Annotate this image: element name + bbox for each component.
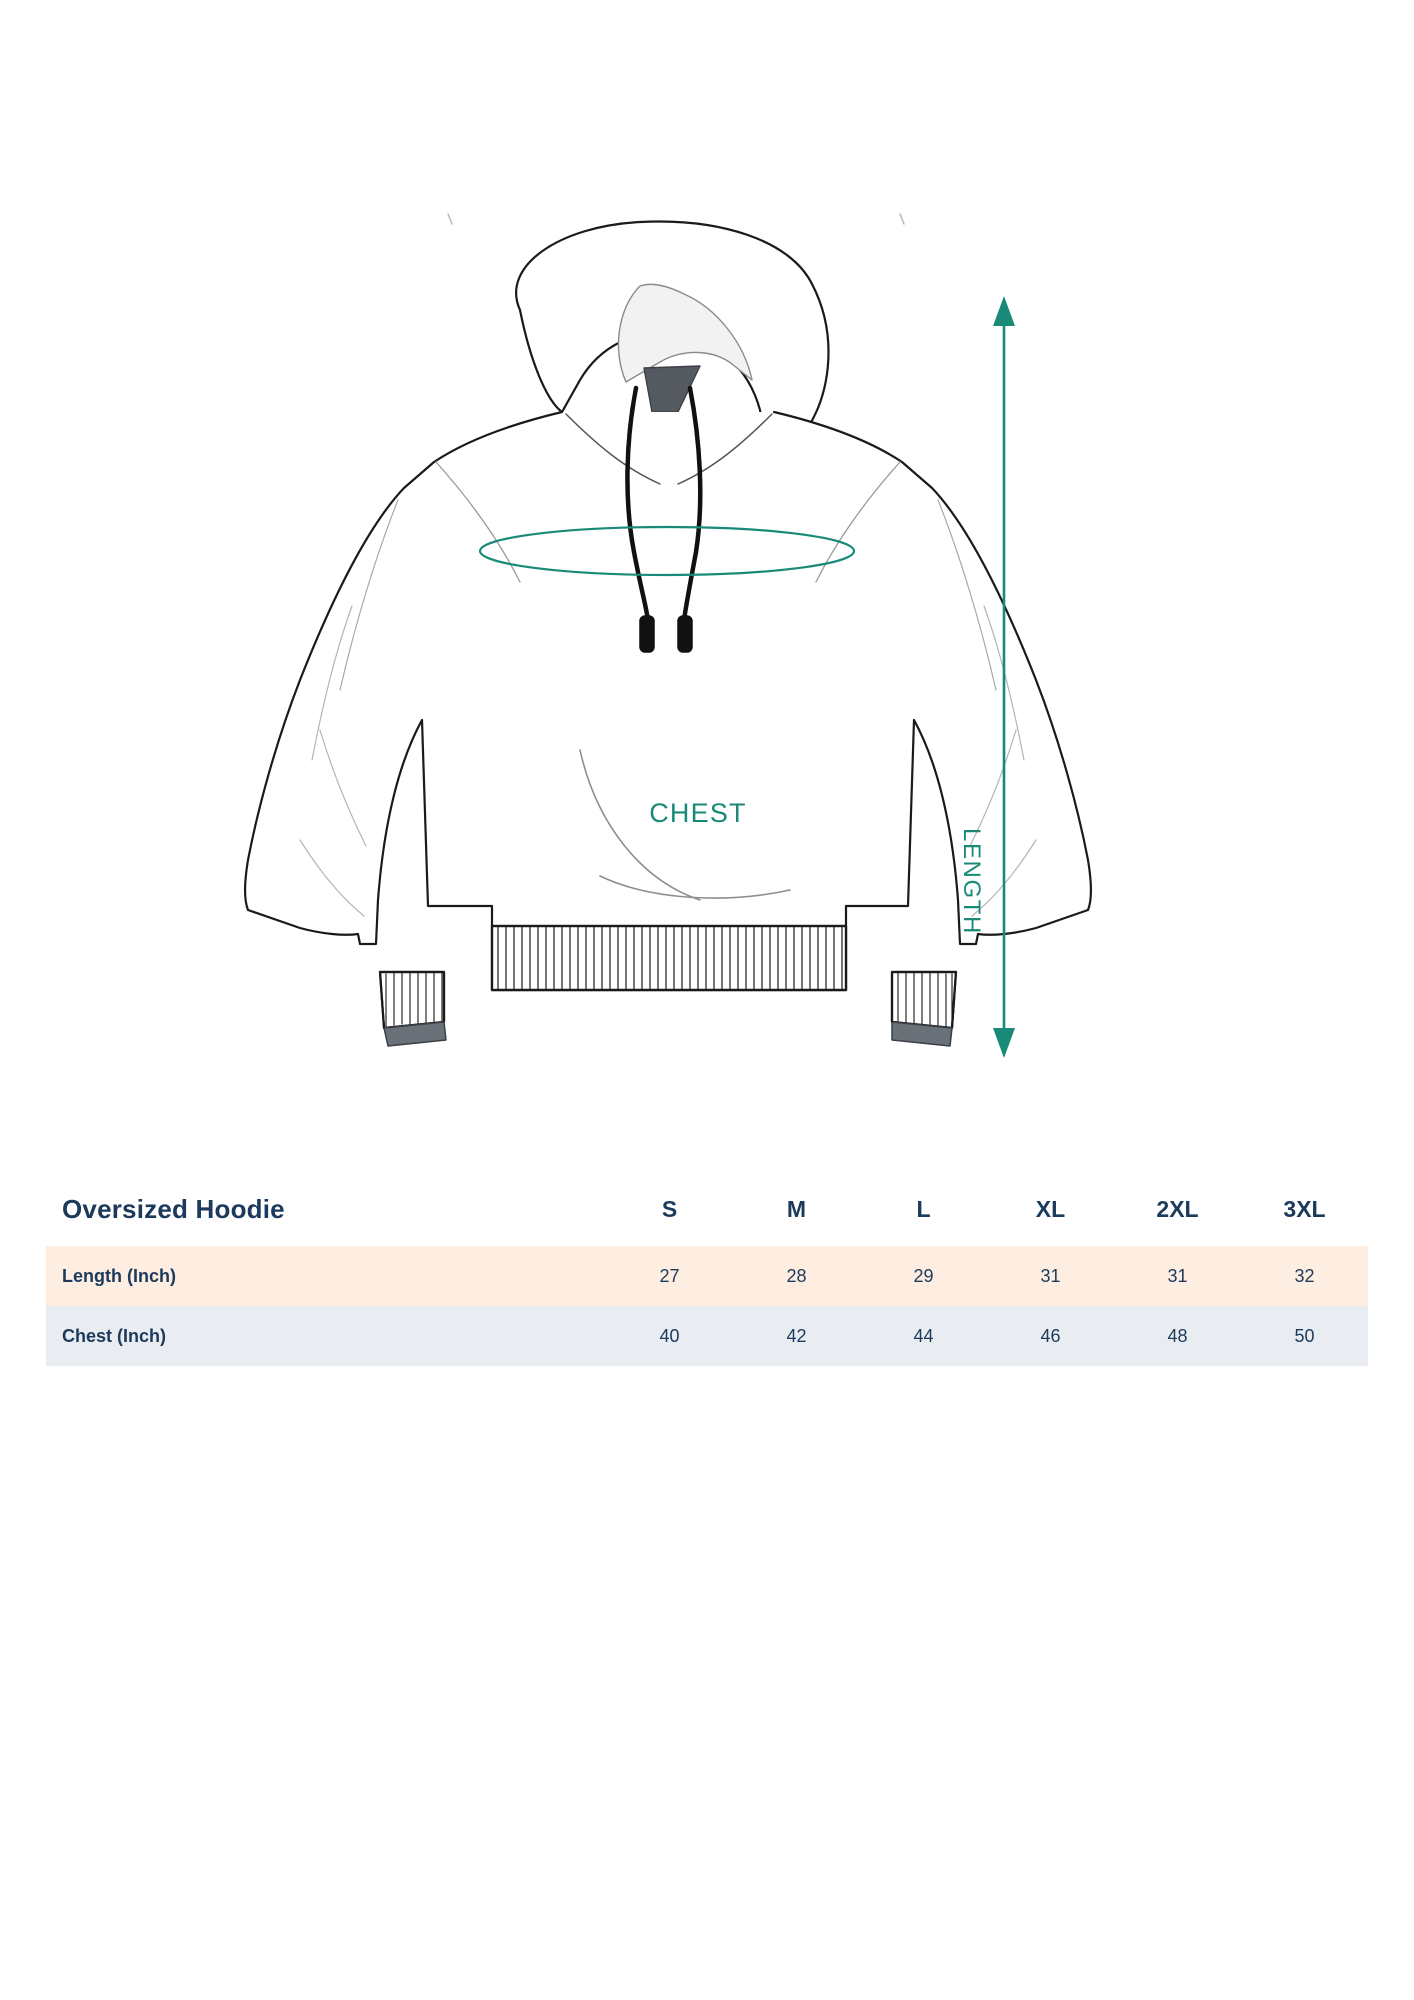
table-header-row: [46, 1172, 1368, 1246]
cell-chest-xl: 46: [1040, 1325, 1061, 1346]
column-header-l: L: [916, 1195, 931, 1222]
cell-length-m: 28: [786, 1265, 807, 1286]
cell-length-xl: 31: [1040, 1265, 1061, 1286]
row-label-chest: Chest (Inch): [62, 1325, 167, 1346]
cell-chest-s: 40: [659, 1325, 680, 1346]
cell-length-s: 27: [659, 1265, 680, 1286]
table-row: [46, 1306, 1368, 1366]
length-dimension-label: LENGTH: [958, 828, 985, 935]
cell-chest-m: 42: [786, 1325, 807, 1346]
cell-length-2xl: 31: [1167, 1265, 1188, 1286]
table-row: [46, 1246, 1368, 1306]
row-label-length: Length (Inch): [62, 1265, 176, 1286]
cell-length-3xl: 32: [1294, 1265, 1315, 1286]
column-header-xl: XL: [1035, 1195, 1066, 1222]
column-header-s: S: [661, 1195, 678, 1222]
column-header-2xl: 2XL: [1156, 1195, 1199, 1222]
cell-chest-2xl: 48: [1167, 1325, 1188, 1346]
cell-chest-3xl: 50: [1294, 1325, 1315, 1346]
cell-chest-l: 44: [913, 1325, 934, 1346]
hoodie-illustration: [0, 200, 1414, 1080]
table-title: Oversized Hoodie: [62, 1193, 285, 1224]
chest-dimension-label: CHEST: [649, 798, 747, 828]
size-table-container: [46, 1172, 1368, 1366]
cell-length-l: 29: [913, 1265, 934, 1286]
size-table: [46, 1172, 1368, 1366]
column-header-m: M: [786, 1195, 807, 1222]
column-header-3xl: 3XL: [1283, 1195, 1326, 1222]
